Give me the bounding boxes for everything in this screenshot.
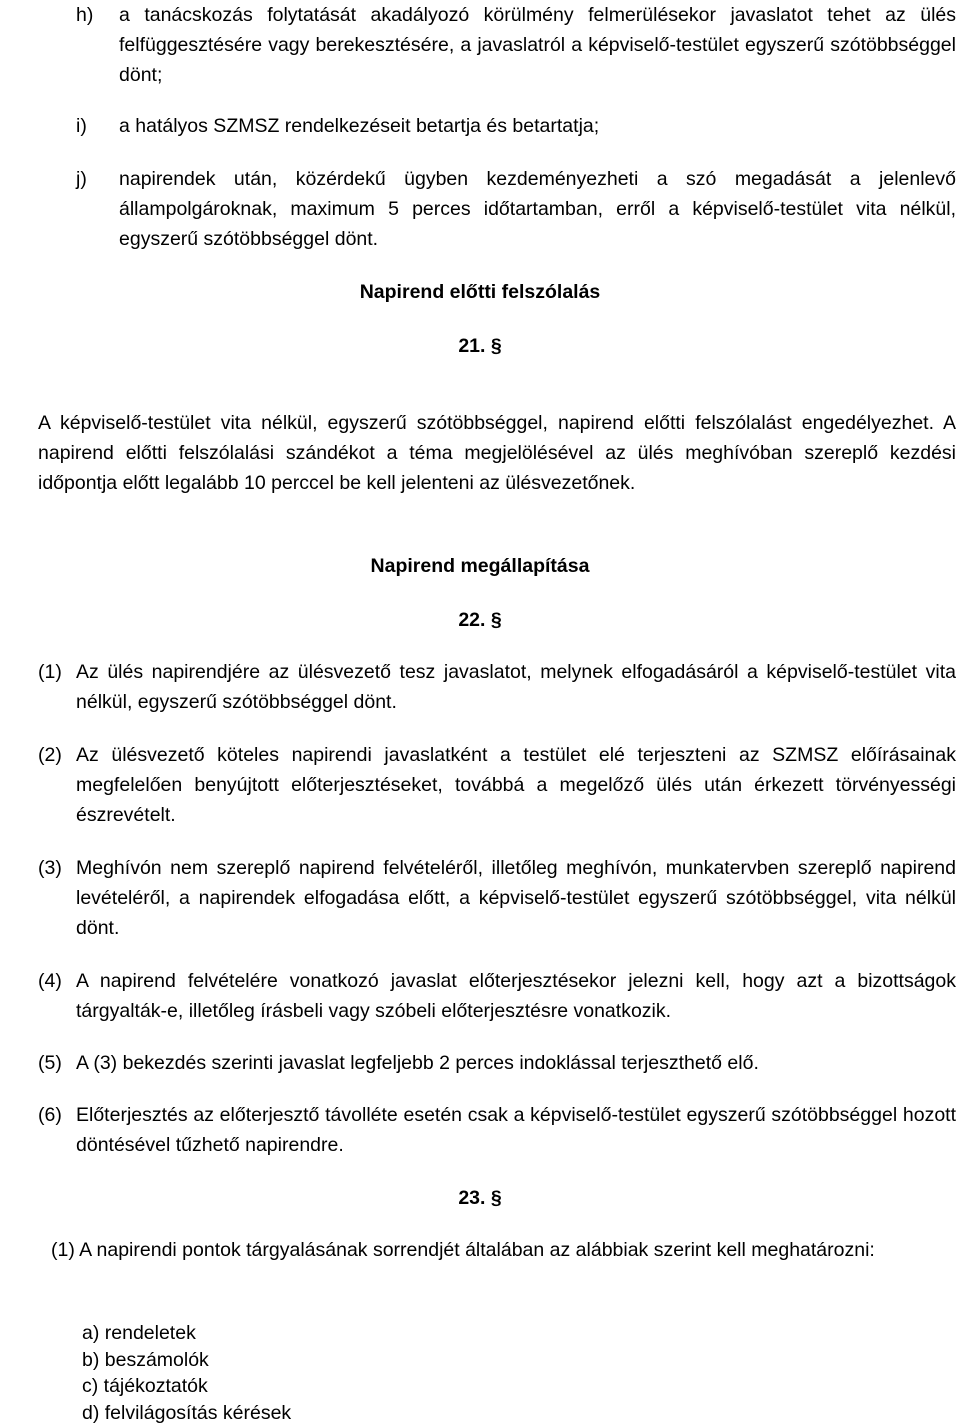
list-item-label: h) xyxy=(76,4,94,26)
section-number: 23. § xyxy=(458,1187,502,1209)
paragraph-text: Előterjesztés az előterjesztő távolléte esetén csak a képviselő-testület egyszerű szótöbbséggel hozott döntésével tűzhető napirendre. xyxy=(76,1104,956,1156)
list-item-label: j) xyxy=(76,168,87,190)
list-item-text: a hatályos SZMSZ rendelkezéseit betartja és betartatja; xyxy=(119,115,600,137)
sub-list xyxy=(82,1320,291,1426)
section-heading: Napirend megállapítása xyxy=(370,555,590,577)
list-item-text: napirendek után, közérdekű ügyben kezdeményezheti a szó megadását a jelenlevő állampolgároknak, maximum 5 perces időtartamban, erről a képviselő-testület vita nélkül, egyszerű szótöbbséggel dönt. xyxy=(119,168,956,250)
section-heading: Napirend előtti felszólalás xyxy=(359,281,601,303)
section-paragraph: A képviselő-testület vita nélkül, egyszerű szótöbbséggel, napirend előtti felszólalást engedélyezhet. A napirend előtti felszólalási szándékot a téma megjelölésével az ülés meghívóban szereplő kezdési időpontja előtt legalább 10 perccel be kell jelenteni az ülésvezetőnek. xyxy=(38,412,956,494)
paragraph-number: (5) xyxy=(38,1052,62,1074)
paragraph-text: A napirend felvételére vonatkozó javaslat előterjesztésekor jelezni kell, hogy azt a bizottságok tárgyalták-e, illetőleg írásbeli vagy szóbeli előterjesztésre vonatkozik. xyxy=(76,970,956,1022)
paragraph-number: (6) xyxy=(38,1104,62,1126)
list-item-text: a tanácskozás folytatását akadályozó körülmény felmerülésekor javaslatot tehet az ülés felfüggesztésére vagy berekesztésére, a javaslatról a képviselő-testület egyszerű szótöbbséggel dönt; xyxy=(119,4,956,86)
paragraph-text: Az ülés napirendjére az ülésvezető tesz javaslatot, melynek elfogadásáról a képviselő-testület vita nélkül, egyszerű szótöbbséggel dönt. xyxy=(76,661,956,713)
section-intro: (1) A napirendi pontok tárgyalásának sorrendjét általában az alábbiak szerint kell meghatározni: xyxy=(51,1239,875,1261)
list-item: d) felvilágosítás kérések xyxy=(82,1401,292,1424)
list-item: b) beszámolók xyxy=(82,1348,209,1371)
paragraph-text: Meghívón nem szereplő napirend felvételéről, illetőleg meghívón, munkatervben szereplő napirend levételéről, a napirendek elfogadása előtt, a képviselő-testület egyszerű szótöbbséggel, vita nélkül dönt. xyxy=(76,857,956,939)
section-number: 21. § xyxy=(458,335,502,357)
list-item: a) rendeletek xyxy=(82,1322,196,1344)
paragraph-text: A (3) bekezdés szerinti javaslat legfeljebb 2 perces indoklással terjeszthető elő. xyxy=(76,1052,759,1074)
paragraph-number: (3) xyxy=(38,857,62,879)
list-item: c) tájékoztatók xyxy=(82,1375,208,1397)
list-item-label: i) xyxy=(76,115,87,137)
paragraph-number: (1) xyxy=(38,661,62,683)
paragraph-number: (2) xyxy=(38,744,62,766)
paragraph-number: (4) xyxy=(38,970,62,992)
section-number: 22. § xyxy=(458,609,502,631)
paragraph-text: Az ülésvezető köteles napirendi javaslatként a testület elé terjeszteni az SZMSZ előírásainak megfelelően benyújtott előterjesztéseket, továbbá a megelőző ülés után érkezett törvényességi észrevételt. xyxy=(76,744,956,826)
